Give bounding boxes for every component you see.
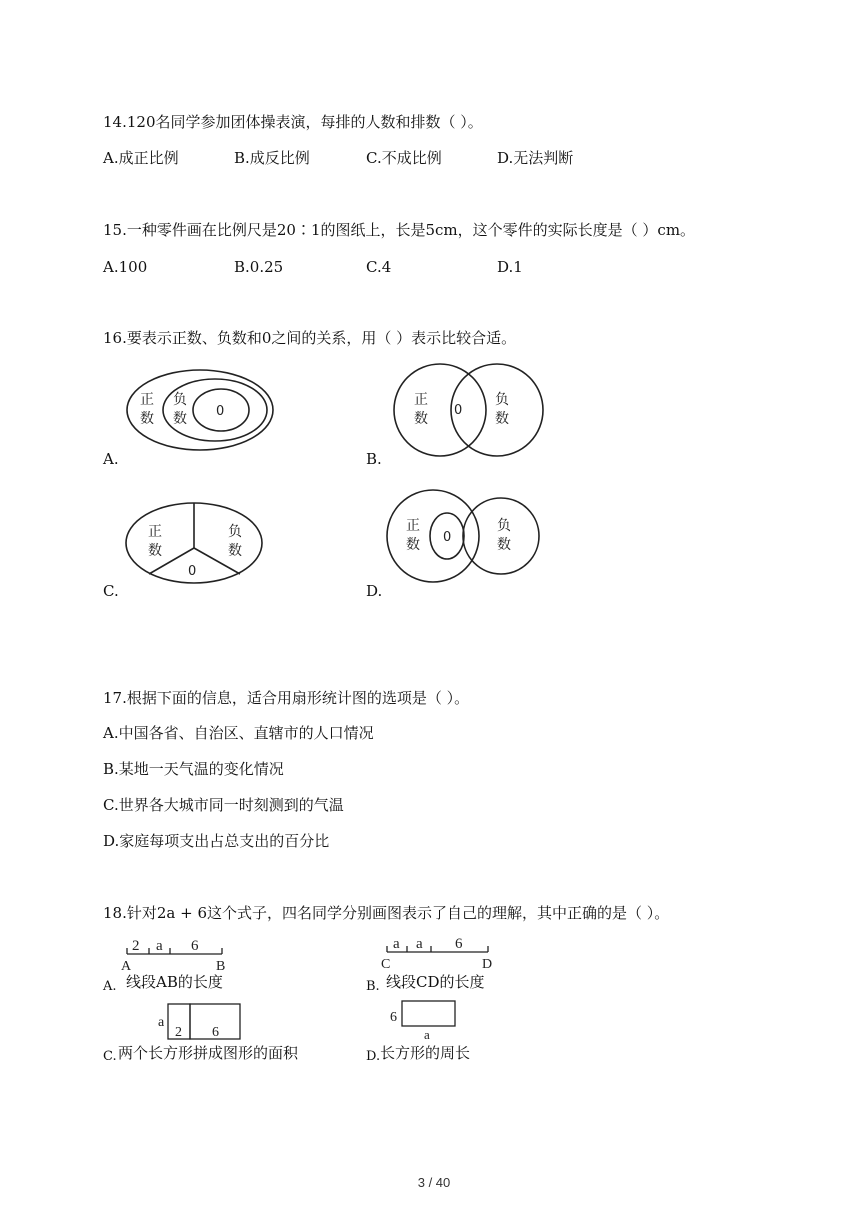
q18-option-a-text: 线段AB的长度 xyxy=(126,973,223,991)
label-6: 6 xyxy=(191,938,199,954)
shu-char: 数 xyxy=(406,537,420,553)
q18-option-b-text: 线段CD的长度 xyxy=(386,973,485,991)
q14-option-c: C.不成比例 xyxy=(366,149,442,167)
q18-figure-a xyxy=(115,934,240,974)
shu-char: 数 xyxy=(414,411,428,427)
q15-option-c: C.4 xyxy=(366,258,392,276)
fu-char: 负 xyxy=(495,392,509,408)
label-a: a xyxy=(424,1027,430,1041)
point-a: A xyxy=(121,959,132,974)
q18-figure-c xyxy=(155,1002,247,1042)
label-2: 2 xyxy=(132,938,140,954)
q16-figure-b xyxy=(380,360,550,465)
q16-figure-d xyxy=(380,486,545,586)
shu-char: 数 xyxy=(148,543,162,559)
shu-char: 数 xyxy=(497,537,511,553)
label-6: 6 xyxy=(212,1025,219,1040)
q18-option-c-text: 两个长方形拼成图形的面积 xyxy=(118,1044,299,1062)
fu-char: 负 xyxy=(228,524,242,540)
q16-figure-c xyxy=(120,500,270,586)
q15-stem: 15.一种零件画在比例尺是20∶1的图纸上，长是5cm，这个零件的实际长度是（ ）cm。 xyxy=(103,221,696,239)
label-2: 2 xyxy=(175,1025,182,1040)
shu-char: 数 xyxy=(140,411,154,427)
q15-option-d: D.1 xyxy=(497,258,523,276)
q18-figure-d xyxy=(386,999,461,1041)
label-a: a xyxy=(158,1015,165,1030)
right-circle xyxy=(463,498,539,574)
zero-label: 0 xyxy=(216,404,225,419)
q17-option-c: C.世界各大城市同一时刻测到的气温 xyxy=(103,796,344,814)
zero-label: 0 xyxy=(443,530,452,545)
label-a: a xyxy=(393,936,400,952)
left-circle xyxy=(394,364,486,456)
shu-char: 数 xyxy=(495,411,509,427)
q16-option-b-label: B. xyxy=(366,450,382,468)
point-b: B xyxy=(216,959,226,974)
q18-stem: 18.针对2a + 6这个式子，四名同学分别画图表示了自己的理解，其中正确的是（ ）。 xyxy=(103,904,670,922)
zheng-char: 正 xyxy=(148,524,162,540)
point-d: D xyxy=(482,957,493,972)
q15-option-a: A.100 xyxy=(103,258,148,276)
q14-option-b: B.成反比例 xyxy=(234,149,310,167)
left-circle xyxy=(387,490,479,582)
q18-option-b-label: B. xyxy=(366,979,380,994)
right-circle xyxy=(451,364,543,456)
label-6: 6 xyxy=(390,1010,397,1025)
point-c: C xyxy=(381,957,391,972)
q16-option-d-label: D. xyxy=(366,582,383,600)
q18-option-c-label: C. xyxy=(103,1049,117,1064)
q17-stem: 17.根据下面的信息，适合用扇形统计图的选项是（ ）。 xyxy=(103,689,470,707)
q17-option-b: B.某地一天气温的变化情况 xyxy=(103,760,284,778)
label-6: 6 xyxy=(455,936,463,952)
middle-ellipse xyxy=(163,379,267,441)
fu-char: 负 xyxy=(497,518,511,534)
q17-option-d: D.家庭每项支出占总支出的百分比 xyxy=(103,832,330,850)
zheng-char: 正 xyxy=(140,392,154,408)
zero-label: 0 xyxy=(454,403,463,418)
shu-char: 数 xyxy=(228,543,242,559)
q18-figure-b xyxy=(378,932,503,972)
q15-option-b: B.0.25 xyxy=(234,258,284,276)
outer-ellipse xyxy=(127,370,273,450)
zero-label: 0 xyxy=(188,564,197,579)
q16-option-c-label: C. xyxy=(103,582,119,600)
shu-char: 数 xyxy=(173,411,187,427)
q16-option-a-label: A. xyxy=(103,450,119,468)
label-a: a xyxy=(156,938,163,954)
q14-option-a: A.成正比例 xyxy=(103,149,179,167)
fu-char: 负 xyxy=(173,392,187,408)
rectangle xyxy=(402,1001,455,1026)
q18-option-d-text: 长方形的周长 xyxy=(380,1044,471,1062)
page-number: 3 / 40 xyxy=(417,1175,451,1190)
zheng-char: 正 xyxy=(414,392,428,408)
q14-stem: 14.120名同学参加团体操表演，每排的人数和排数（ ）。 xyxy=(103,113,483,131)
label-a: a xyxy=(416,936,423,952)
q16-stem: 16.要表示正数、负数和0之间的关系，用（ ）表示比较合适。 xyxy=(103,329,517,347)
q14-option-d: D.无法判断 xyxy=(497,149,574,167)
q18-option-a-label: A. xyxy=(103,979,117,994)
q16-figure-a xyxy=(120,368,285,458)
zheng-char: 正 xyxy=(406,518,420,534)
q18-option-d-label: D. xyxy=(366,1049,381,1064)
q17-option-a: A.中国各省、自治区、直辖市的人口情况 xyxy=(103,724,374,742)
